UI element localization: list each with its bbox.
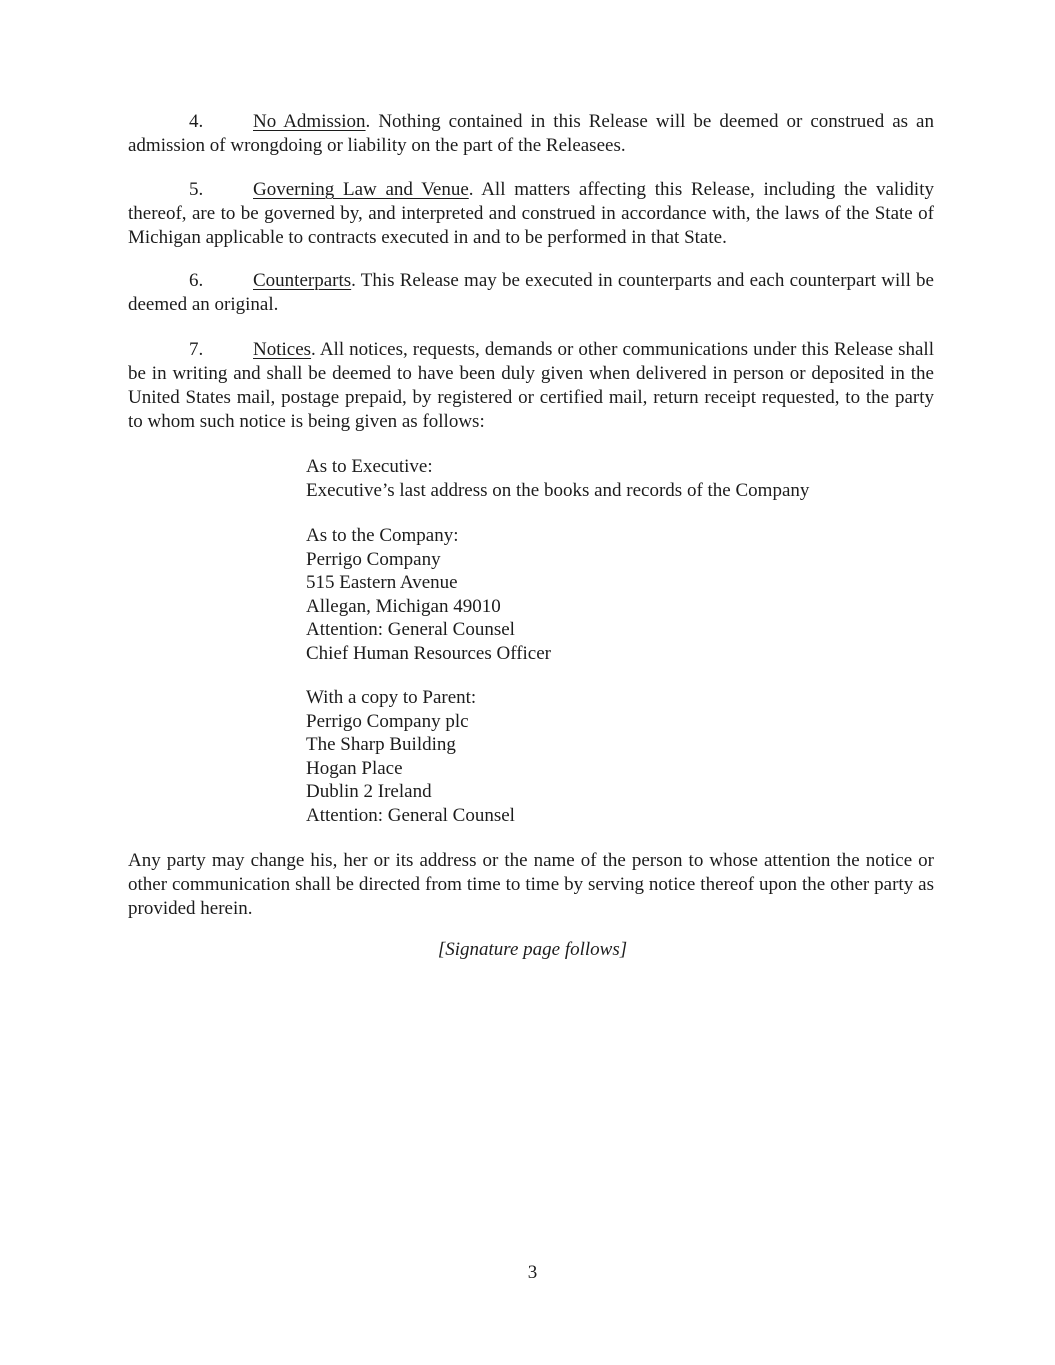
address-line: Executive’s last address on the books and records of the Company [306,479,810,501]
address-block-company [306,524,926,665]
section-5-governing-law [128,178,934,250]
address-line: Perrigo Company [306,548,441,570]
section-heading: Counterparts [253,270,352,291]
section-heading: Governing Law and Venue [253,179,469,200]
section-body: . Nothing contained in this Release will be deemed or construed as an admission of wrongdoing or liability on the part of the Releasees. [128,111,934,156]
address-block-executive [306,455,926,502]
address-line: Allegan, Michigan 49010 [306,595,501,617]
section-body: . All notices, requests, demands or other communications under this Release shall be in writing and shall be deemed to have been duly given when delivered in person or deposited in the United States mail, postage prepaid, by registered or certified mail, return receipt requested, to the party to whom such notice is being given as follows: [128,339,934,432]
signature-page-note: [Signature page follows] [437,939,628,960]
address-line: As to Executive: [306,456,433,477]
address-block-parent [306,686,926,827]
address-line: With a copy to Parent: [306,687,477,708]
address-line: Attention: General Counsel [306,804,515,826]
page-number: 3 [527,1262,538,1283]
section-heading: No Admission [253,111,366,132]
section-6-counterparts [128,269,934,317]
address-line: As to the Company: [306,525,459,546]
address-line: Attention: General Counsel [306,619,515,640]
address-line: Hogan Place [306,757,403,779]
section-body: . This Release may be executed in counterparts and each counterpart will be deemed an original. [128,270,934,315]
closing-paragraph: Any party may change his, her or its address or the name of the person to whose attention the notice or other communication shall be directed from time to time by serving notice thereof upon the other party as provided herein. [128,850,934,919]
address-line: Chief Human Resources Officer [306,642,551,664]
section-7-notices [128,338,934,434]
address-line: Perrigo Company plc [306,710,469,732]
section-heading: Notices [253,339,312,360]
address-line: Dublin 2 Ireland [306,781,432,802]
section-4-no-admission [128,110,934,158]
address-line: 515 Eastern Avenue [306,572,458,593]
section-number: 7. [189,339,204,360]
section-body: . All matters affecting this Release, including the validity thereof, are to be governed by, and interpreted and construed in accordance with, the laws of the State of Michigan applicable to contracts executed in and to be performed in that State. [128,179,934,248]
section-number: 5. [189,179,204,200]
section-number: 6. [189,270,204,291]
address-line: The Sharp Building [306,734,456,755]
section-number: 4. [189,111,204,132]
